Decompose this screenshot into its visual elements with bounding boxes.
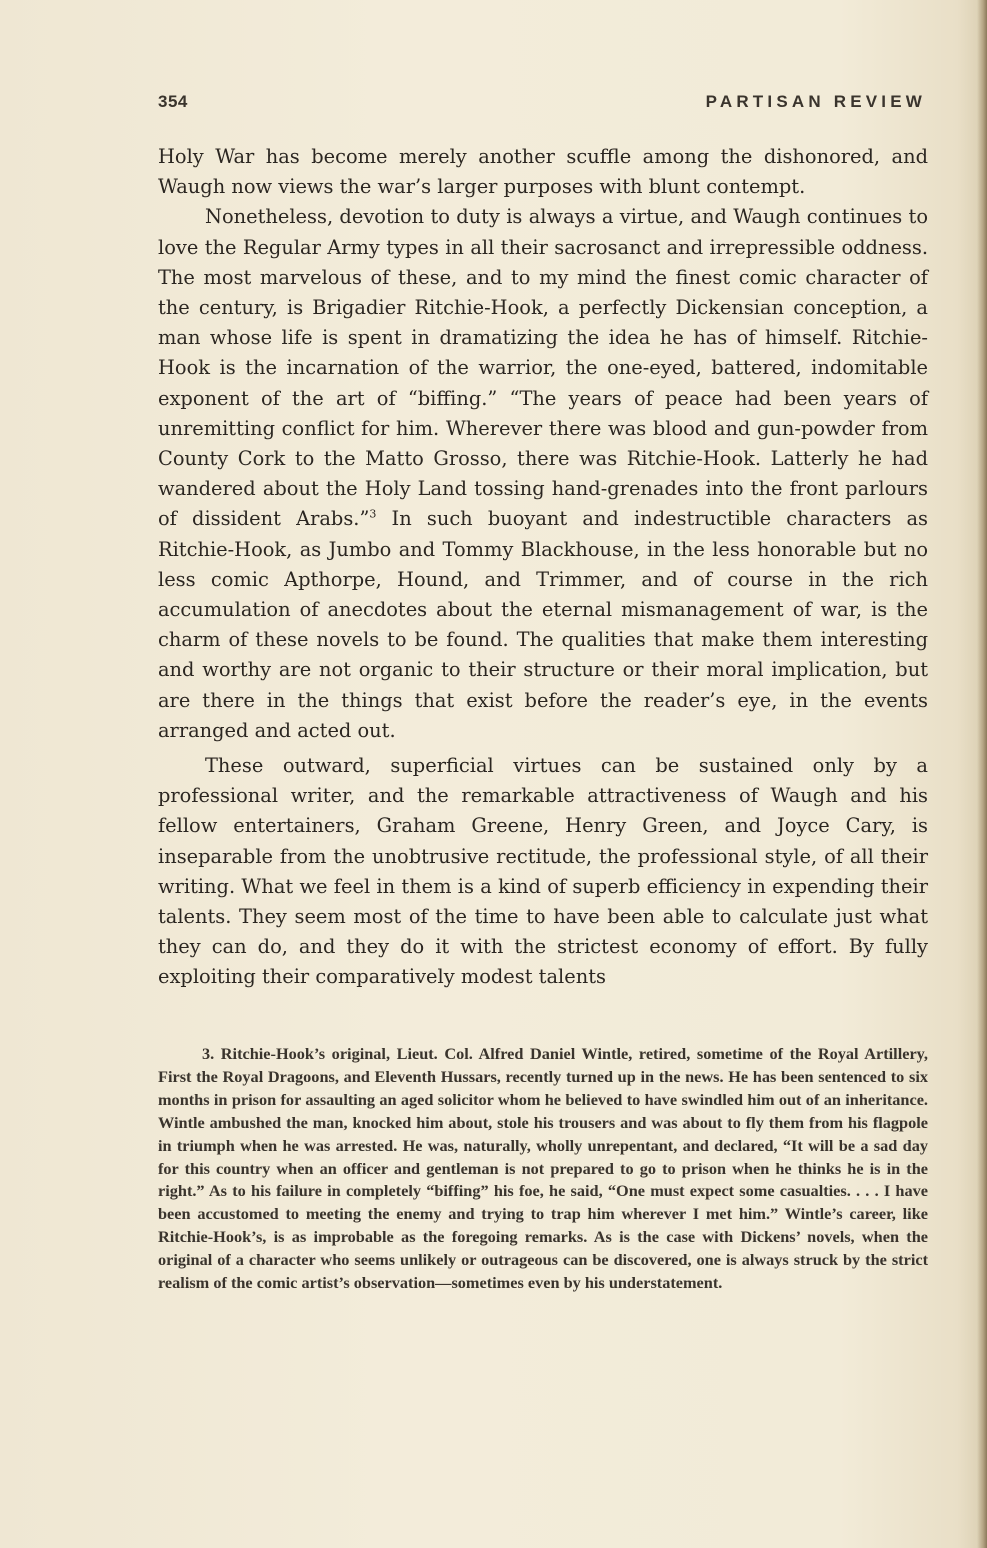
paragraph-2-part-1: Nonetheless, devotion to duty is always a virtue, and Waugh continues to love the Regular Army types in all their sacrosanct and irrepressible oddness. The most marvelous of these, and to my mind the finest comic character of the century, is Brigadier Ritchie-Hook, a perfectly Dickensian conception, a man whose life is spent in dramatizing the idea he has of himself. Ritchie-Hook is the incarnation of the warrior, the one-eyed, battered, indomitable exponent of the art of “biffing.” “The years of peace had been years of unremitting conflict for him. Wherever there was blood and gun-powder from County Cork to the Matto Grosso, there was Ritchie-Hook. Latterly he had wandered about the Holy Land tossing hand-grenades into the front parlours of dissident Arabs.” xyxy=(158,205,928,531)
footnote-reference: 3 xyxy=(369,507,377,521)
paragraph-3: These outward, superficial virtues can be sustained only by a professional writer, and the remarkable attractiveness of Waugh and his fellow entertainers, Graham Greene, Henry Green, and Joyce Cary, is inseparable from the unobtrusive rectitude, the professional style, of all their writing. What we feel in them is a kind of superb efficiency in expending their talents. They seem most of the time to have been able to calculate just what they can do, and they do it with the strictest economy of effort. By fully exploiting their comparatively modest talents xyxy=(158,754,928,989)
paragraph-1: Holy War has become merely another scuffle among the dishonored, and Waugh now views the war’s larger purposes with blunt contempt. xyxy=(158,145,928,199)
journal-title: PARTISAN REVIEW xyxy=(705,92,926,111)
paragraph-2-part-2: In such buoyant and indestructible characters as Ritchie-Hook, as Jumbo and Tommy Blackhouse, in the less honorable but no less comic Apthorpe, Hound, and Trimmer, and of course in the rich accumulation of anecdotes about the eternal mismanagement of war, is the charm of these novels to be found. The qualities that make them interesting and worthy are not organic to their structure or their moral implication, but are there in the things that exist before the reader’s eye, in the events arranged and acted out. xyxy=(158,507,928,742)
running-head xyxy=(158,92,928,122)
page-edge-shadow xyxy=(977,0,987,1548)
footnote-3: 3. Ritchie-Hook’s original, Lieut. Col. Alfred Daniel Wintle, retired, sometime of the Royal Artillery, First the Royal Dragoons, and Eleventh Hussars, recently turned up in the news. He has been sentenced to six months in prison for assaulting an aged solicitor whom he believed to have swindled him out of an inheritance. Wintle ambushed the man, knocked him about, stole his trousers and was about to fly them from his flagpole in triumph when he was arrested. He was, naturally, wholly unrepentant, and declared, “It will be a sad day for this country when an officer and gentleman is not prepared to go to prison when he thinks he is in the right.” As to his failure in completely “biffing” his foe, he said, “One must expect some casualties. . . . I have been accustomed to meeting the enemy and trying to trap him wherever I met him.” Wintle’s career, like Ritchie-Hook’s, is as improbable as the foregoing remarks. As is the case with Dickens’ novels, when the original of a character who seems unlikely or outrageous can be discovered, one is always struck by the strict realism of the comic artist’s observation—sometimes even by his understatement. xyxy=(158,1044,928,1293)
page-number: 354 xyxy=(158,92,188,111)
paragraph-2 xyxy=(158,202,928,746)
article-body xyxy=(158,142,928,993)
